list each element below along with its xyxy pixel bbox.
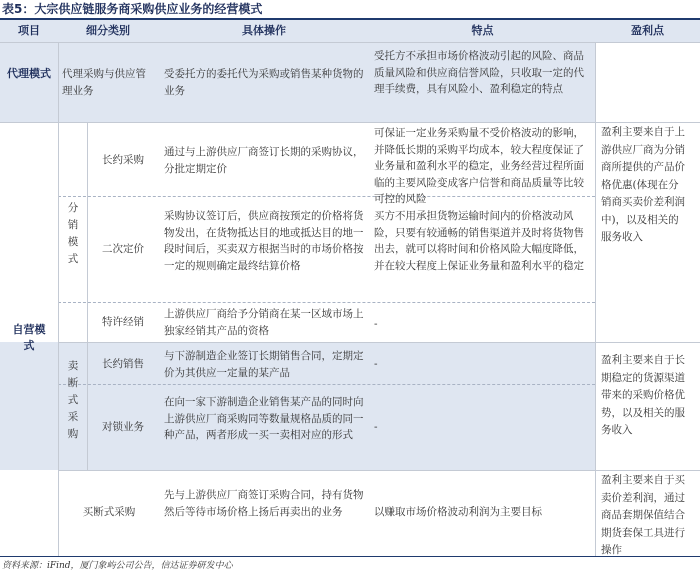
franchise-operation: 上游供应厂商给予分销商在某一区域市场上独家经销其产品的资格 (164, 308, 364, 337)
franchise-subcategory: 特许经销 (102, 316, 144, 328)
grid-line (58, 42, 59, 556)
matching-operation: 在向一家下游制造企业销售某产品的同时向上游供应厂商采购同等数量规格品质的同一种产品，两者形成一买一卖相对应的形式 (164, 396, 364, 441)
agency-operation: 受委托方的委托代为采购或销售某种货物的业务 (164, 68, 364, 97)
agency-subcategory: 代理采购与供应管理业务 (62, 68, 146, 97)
matching-features: - (374, 421, 378, 433)
outright-profit: 盈利主要来自于长期稳定的货源渠道带来的采购价格优势，以及相关的服务收入 (601, 354, 685, 436)
header-subcategory: 细分类别 (86, 24, 130, 37)
outright-label-shade (0, 342, 58, 470)
grid-line (58, 384, 595, 385)
grid-line (87, 122, 88, 470)
long-term-sales-operation: 与下游制造企业签订长期销售合同，定期定价为其供应一定量的某产品 (164, 350, 364, 379)
agency-features: 受托方不承担市场价格波动引起的风险、商品质量风险和供应商信誉风险，只收取一定的代理手续费，具有风险小、盈利稳定的特点 (374, 50, 584, 95)
matching-subcategory: 对锁业务 (102, 421, 144, 433)
outright-label: 卖断式采购 (67, 360, 79, 440)
long-term-sales-features: - (374, 358, 378, 370)
header-profit: 盈利点 (631, 24, 664, 37)
buyout-profit: 盈利主要来自于买卖价差利润，通过商品套期保值结合期货套保工具进行操作 (601, 474, 685, 556)
distribution-label: 分销模式 (67, 202, 79, 265)
long-term-purchase-operation: 通过与上游供应厂商签订长期的采购协议，分批定期定价 (164, 146, 364, 175)
grid-line (58, 302, 595, 303)
header-item: 项目 (18, 24, 40, 37)
franchise-features: - (374, 318, 378, 330)
buyout-subcategory: 买断式采购 (82, 506, 136, 518)
secondary-pricing-subcategory: 二次定价 (102, 243, 144, 255)
buyout-operation: 先与上游供应厂商签订采购合同，持有货物然后等待市场价格上扬后再卖出的业务 (164, 489, 364, 518)
source-note: 资料来源：iFind，厦门象屿公司公告，信达证券研发中心 (2, 561, 233, 571)
self-category: 自营模式 (12, 323, 46, 352)
long-term-purchase-features: 可保证一定业务采购量不受价格波动的影响，并降低长期的采购平均成本，较大程度保证了业务量和盈利水平的稳定，业务经营过程所面临的主要风险变成客户信誉和商品质量等比较可控的风险 (374, 127, 584, 205)
bottom-rule (0, 556, 700, 557)
buyout-features: 以赚取市场价格波动利润为主要目标 (374, 506, 542, 518)
header-operation: 具体操作 (242, 24, 286, 37)
grid-line (595, 42, 596, 556)
agency-category: 代理模式 (7, 67, 51, 80)
secondary-pricing-operation: 采购协议签订后，供应商按预定的价格将货物发出，在货物抵达目的地或抵达目的地一段时间后，买卖双方根据当时的市场价格按一定的规则确定最终结算价格 (164, 210, 364, 272)
distribution-profit: 盈利主要来自于上游供应厂商为分销商所提供的产品价格优惠(体现在分销商买卖价差利润中)，以及相关的服务收入 (601, 126, 685, 243)
table-title: 表5：大宗供应链服务商采购供应业务的经营模式 (2, 2, 263, 16)
grid-line (58, 342, 700, 343)
long-term-sales-subcategory: 长约销售 (102, 358, 144, 370)
long-term-purchase-subcategory: 长约采购 (102, 154, 144, 166)
secondary-pricing-features: 买方不用承担货物运输时间内的价格波动风险，只要有较通畅的销售渠道并及时将货物售出去，就可以将时间和价格风险大幅度降低，并在较大程度上保证业务量和盈利水平的稳定 (374, 210, 584, 272)
header-features: 特点 (471, 24, 494, 37)
grid-line (58, 470, 700, 471)
